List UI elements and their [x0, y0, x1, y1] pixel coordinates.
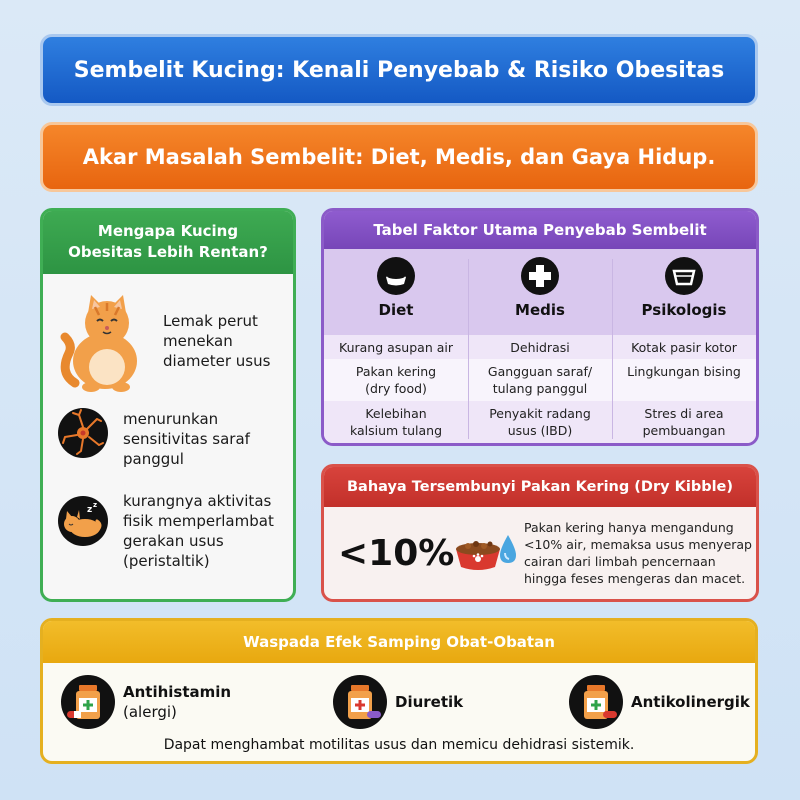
drug-diuretik: Diuretik: [333, 675, 463, 729]
column-header-psikologis: Psikologis: [612, 257, 756, 319]
page-subtitle: Akar Masalah Sembelit: Diet, Medis, dan Gaya Hidup.: [82, 145, 716, 169]
column-header-diet: Diet: [324, 257, 468, 319]
medical-cross-icon: [521, 257, 559, 295]
medicine-bottle-icon: [61, 675, 115, 729]
page-title: Sembelit Kucing: Kenali Penyebab & Risiko Obesitas: [73, 57, 725, 83]
obesity-panel-heading: Mengapa Kucing Obesitas Lebih Rentan?: [43, 211, 293, 274]
table-cell: Kotak pasir kotor: [631, 340, 737, 355]
table-cell: Kelebihan kalsium tulang: [349, 406, 443, 438]
table-cell: Gangguan saraf/ tulang panggul: [487, 364, 593, 396]
kibble-bowl-water-icon: [452, 525, 518, 575]
dry-kibble-description: Pakan kering hanya mengandung <10% air, memaksa usus menyerap cairan dari limbah pencernaan hingga feses mengeras dan macet.: [524, 520, 752, 586]
sleeping-cat-icon: [57, 495, 109, 547]
medication-panel: [40, 618, 758, 764]
obesity-item-belly-fat: Lemak perut menekan diameter usus: [43, 287, 293, 397]
water-content-stat: <10%: [338, 533, 455, 574]
factor-table-heading: Tabel Faktor Utama Penyebab Sembelit: [324, 211, 756, 249]
obesity-item-activity: z z kurangnya aktivitas fisik memperlambat gerakan usus (peristaltik): [43, 491, 293, 581]
factor-table-panel: [321, 208, 759, 446]
dry-kibble-panel: [321, 464, 759, 602]
dry-kibble-heading: Bahaya Tersembunyi Pakan Kering (Dry Kibble): [324, 467, 756, 507]
table-cell: Kurang asupan air: [339, 340, 453, 355]
table-cell: Lingkungan bising: [627, 364, 741, 379]
column-header-medis: Medis: [468, 257, 612, 319]
drug-antikolinergik: Antikolinergik: [569, 675, 750, 729]
fat-cat-icon: [55, 293, 147, 393]
drug-antihistamin: Antihistamin (alergi): [61, 675, 231, 729]
medicine-bottle-icon: [569, 675, 623, 729]
nerve-icon: [57, 407, 109, 459]
svg-text:z: z: [87, 505, 93, 515]
medication-heading: Waspada Efek Samping Obat-Obatan: [43, 621, 755, 663]
obesity-panel: [40, 208, 296, 602]
litter-box-icon: [665, 257, 703, 295]
title-banner: [40, 34, 758, 106]
medication-footnote: Dapat menghambat motilitas usus dan memicu dehidrasi sistemik.: [163, 737, 635, 753]
medicine-bottle-icon: [333, 675, 387, 729]
obesity-item-nerve: menurunkan sensitivitas saraf panggul: [43, 407, 293, 477]
svg-text:z: z: [93, 501, 98, 509]
food-bowl-icon: [377, 257, 415, 295]
subtitle-banner: [40, 122, 758, 192]
table-cell: Penyakit radang usus (IBD): [489, 406, 591, 438]
table-cell: Dehidrasi: [510, 340, 570, 355]
table-cell: Stres di area pembuangan: [642, 406, 726, 438]
table-cell: Pakan kering (dry food): [355, 364, 437, 396]
